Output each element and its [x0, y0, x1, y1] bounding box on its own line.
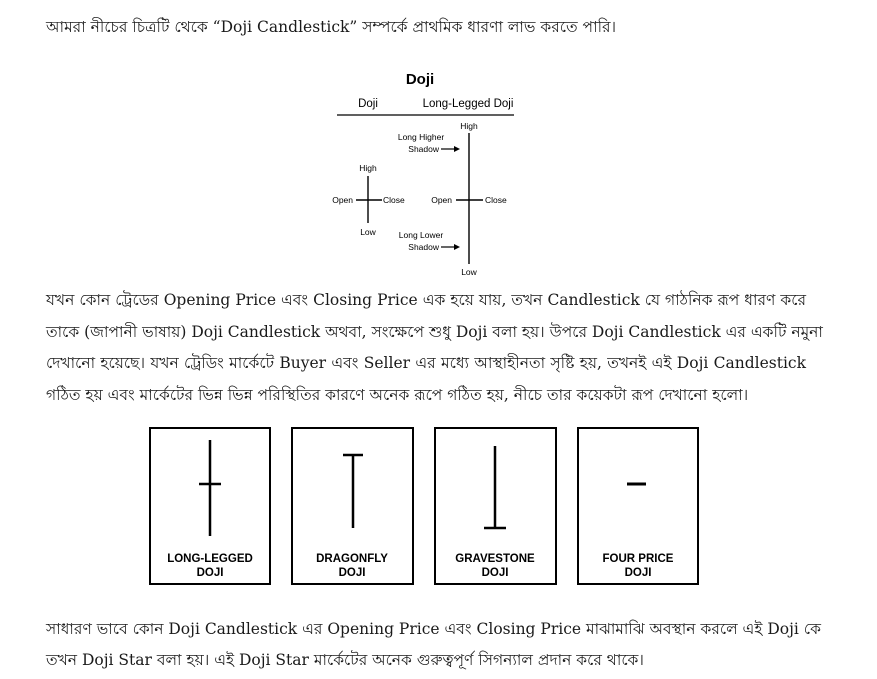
- outro-paragraph: [46, 614, 821, 676]
- body-line-1: যখন কোন ট্রেডের Opening Price এবং Closing Price এক হয়ে যায়, তখন Candlestick যে গাঠনিক রূপ ধারণ করে: [46, 291, 806, 309]
- doji-high-label: High: [359, 163, 377, 173]
- doji-type-card: [150, 428, 270, 584]
- upper-shadow-arrow-icon: [441, 146, 460, 152]
- lower-shadow-label-line1: Long Lower: [398, 230, 444, 240]
- upper-shadow-label-line2: Shadow: [408, 144, 439, 154]
- intro-text: আমরা নীচের চিত্রটি থেকে “Doji Candlestick” সম্পর্কে প্রাথমিক ধারণা লাভ করতে পারি।: [46, 18, 617, 36]
- doji-type-label-line2: DOJI: [338, 567, 366, 579]
- doji-type-label-line2: DOJI: [624, 567, 652, 579]
- doji-type-card: [435, 428, 556, 584]
- doji-type-label-line1: LONG-LEGGED: [167, 553, 253, 565]
- doji-close-label: Close: [383, 195, 405, 205]
- doji-candle: [356, 176, 382, 223]
- doji-types-figure: [146, 424, 706, 592]
- intro-paragraph: [46, 16, 806, 38]
- doji-open-label: Open: [332, 195, 353, 205]
- body-line-4: গঠিত হয় এবং মার্কেটের ভিন্ন ভিন্ন পরিস্থিতির কারণে অনেক রূপে গঠিত হয়, নীচে তার কয়েকটা রূপ দেখানো হলো।: [46, 385, 749, 404]
- long-legged-doji-candle: [456, 133, 483, 264]
- diagram-col1-label: Doji: [358, 98, 378, 110]
- long-legged-low-label: Low: [461, 267, 477, 277]
- outro-line-2: তখন Doji Star বলা হয়। এই Doji Star মার্কেটের অনেক গুরুত্বপূর্ণ সিগন্যাল প্রদান করে থাকে।: [46, 651, 644, 669]
- long-legged-open-label: Open: [431, 195, 452, 205]
- doji-type-label-line1: FOUR PRICE: [602, 553, 674, 565]
- long-legged-high-label: High: [460, 121, 478, 131]
- body-paragraph: [46, 285, 823, 411]
- diagram-title: Doji: [405, 71, 435, 88]
- lower-shadow-label-line2: Shadow: [408, 242, 439, 252]
- doji-type-card: [578, 428, 698, 584]
- lower-shadow-arrow-icon: [441, 244, 460, 250]
- doji-type-label-line1: DRAGONFLY: [316, 553, 388, 565]
- body-line-3: দেখানো হয়েছে। যখন ট্রেডিং মার্কেটে Buyer এবং Seller এর মধ্যে আস্থাহীনতা সৃষ্টি হয়, তখনই এই Doji Candlestick: [46, 354, 806, 372]
- doji-type-label-line2: DOJI: [481, 567, 509, 579]
- long-legged-close-label: Close: [485, 195, 507, 205]
- doji-type-label-line1: GRAVESTONE: [455, 553, 535, 565]
- body-line-2: তাকে (জাপানী ভাষায়) Doji Candlestick অথবা, সংক্ষেপে শুধু Doji বলা হয়। উপরে Doji Candlestick এর একটি নমুনা: [46, 322, 823, 341]
- diagram-col2-label: Long-Legged Doji: [422, 98, 514, 110]
- outro-line-1: সাধারণ ভাবে কোন Doji Candlestick এর Opening Price এবং Closing Price মাঝামাঝি অবস্থান করলে এই Doji কে: [46, 620, 821, 638]
- doji-low-label: Low: [360, 227, 376, 237]
- upper-shadow-label-line1: Long Higher: [397, 132, 445, 142]
- doji-type-card: [292, 428, 413, 584]
- doji-type-label-line2: DOJI: [196, 567, 224, 579]
- doji-diagram: [320, 62, 540, 282]
